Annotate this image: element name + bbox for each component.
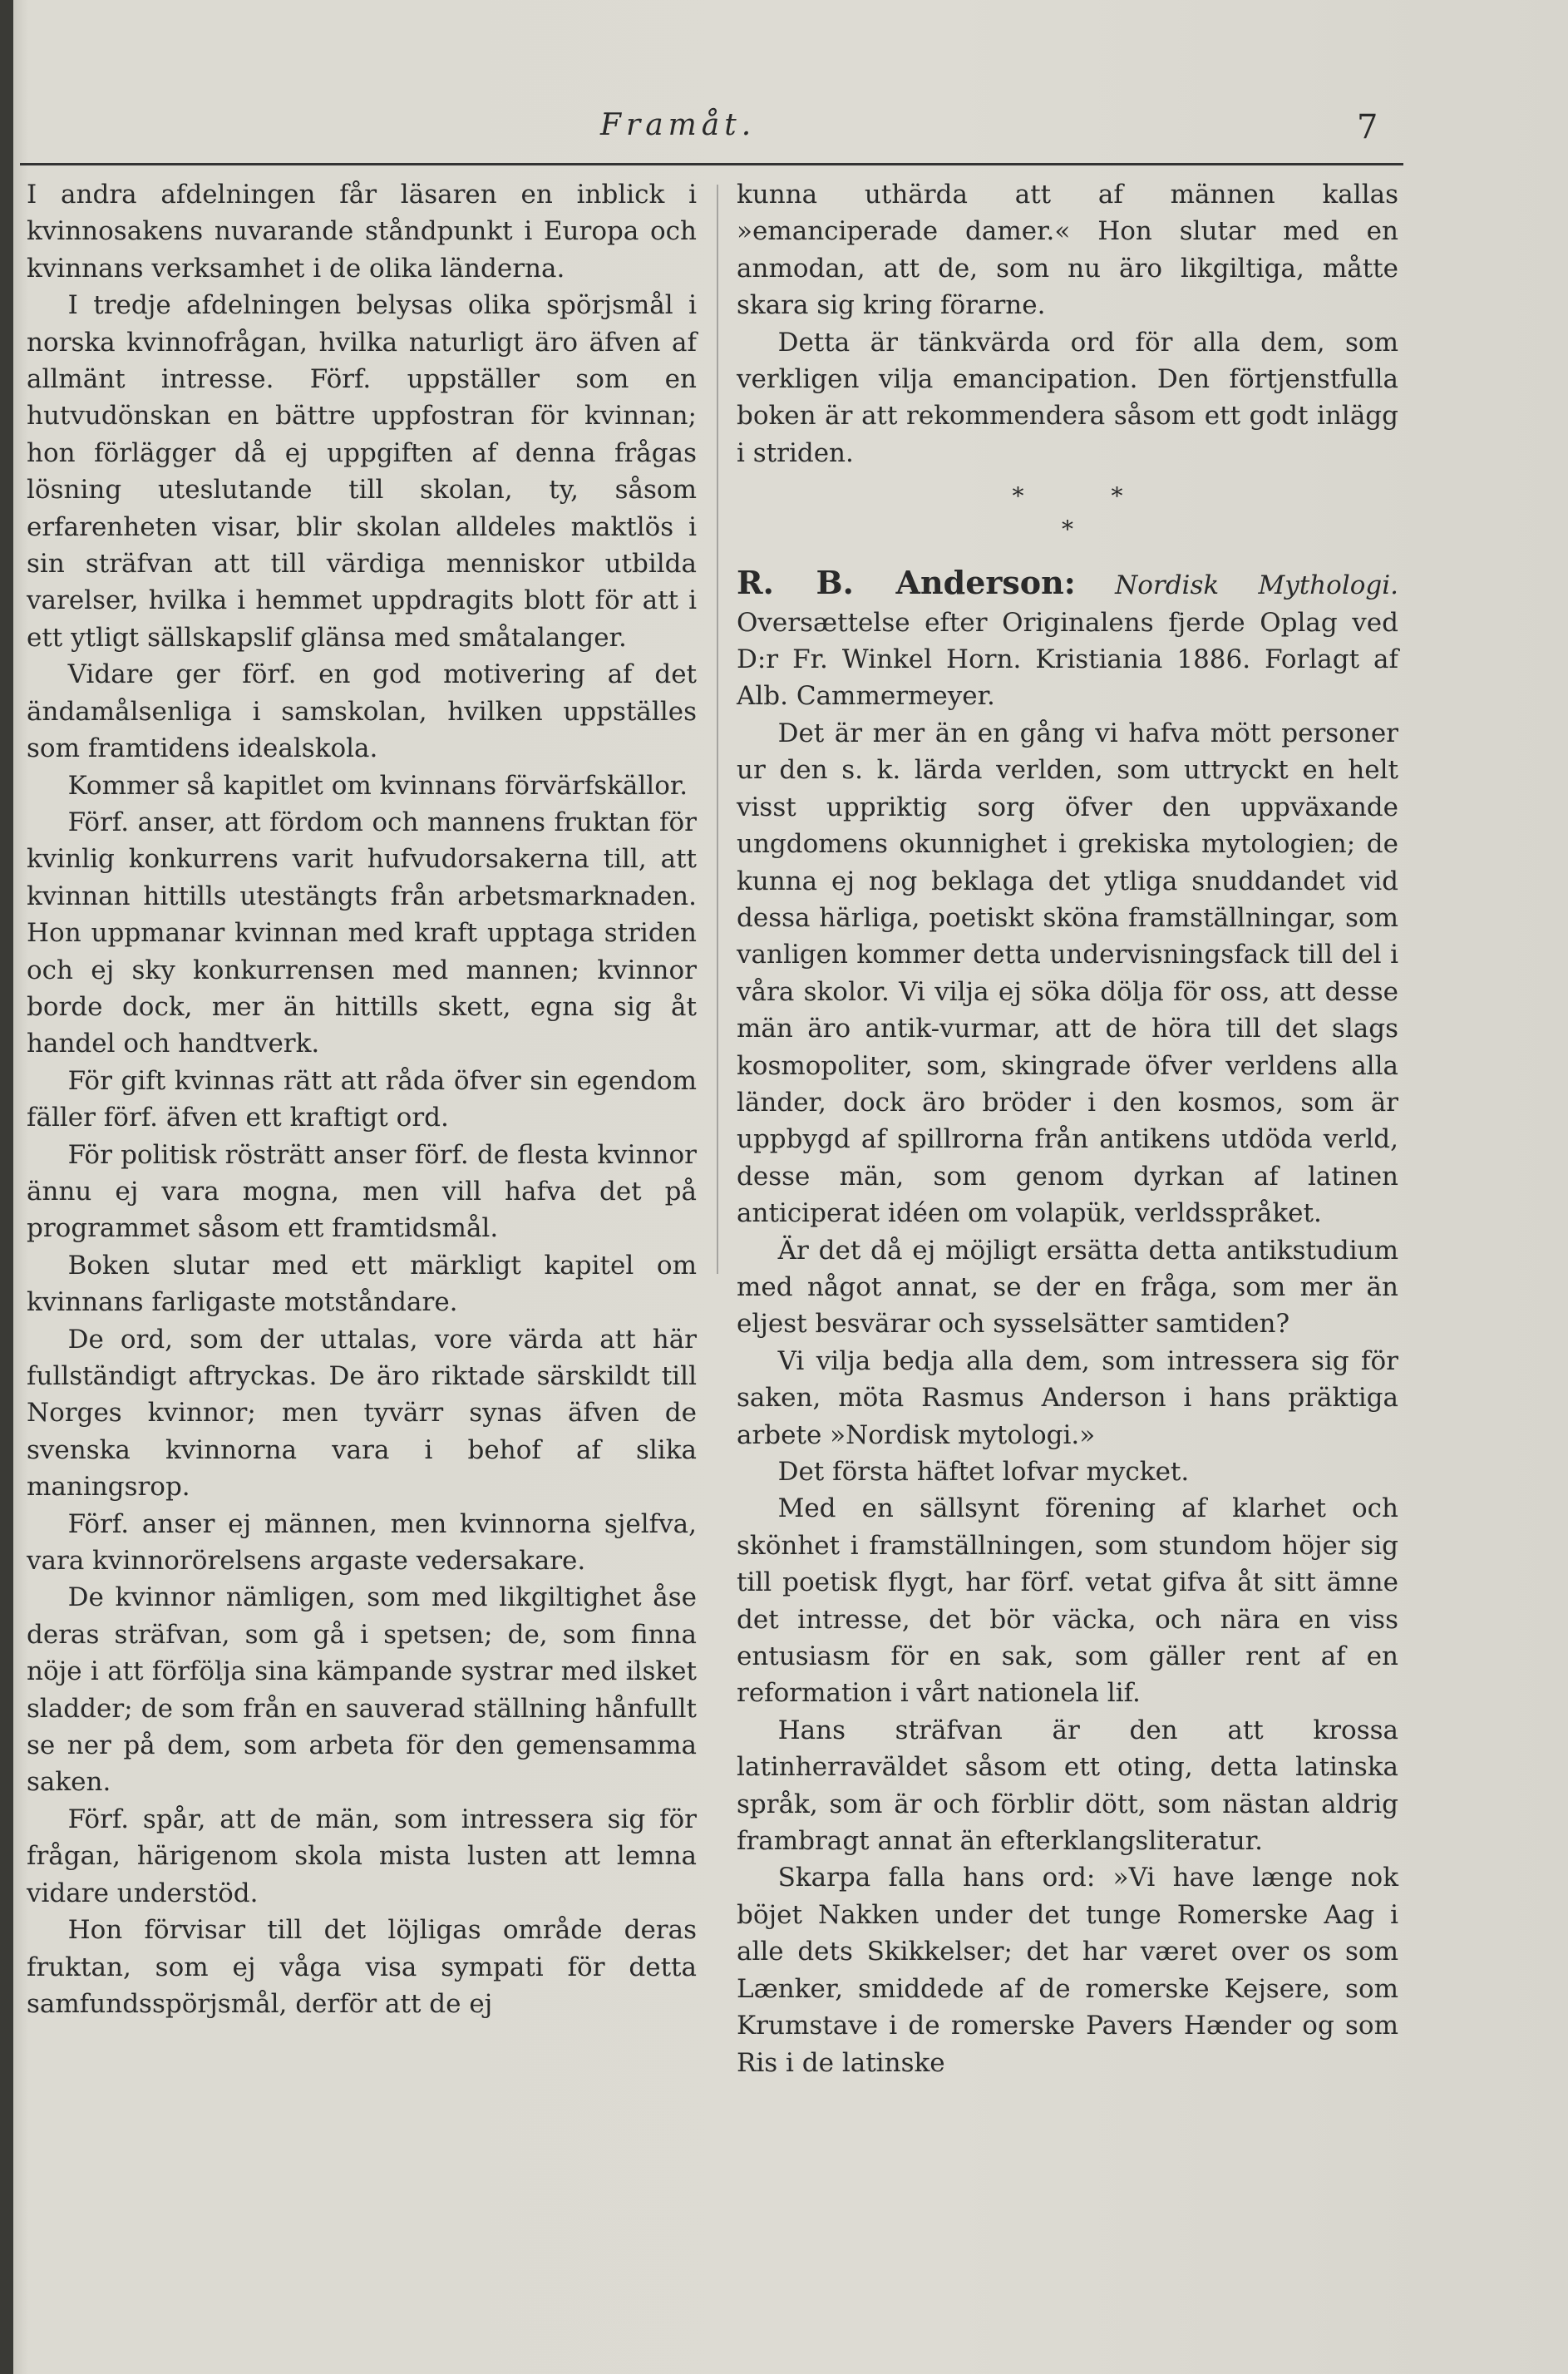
- page-number: 7: [1357, 108, 1378, 146]
- column-divider: [717, 185, 718, 1274]
- binding-edge: [0, 0, 13, 2374]
- section-separator: [737, 480, 1398, 546]
- paragraph: För politisk rösträtt anser förf. de flesta kvinnor ännu ej vara mogna, men vill hafva det på programmet såsom ett framtidsmål.: [27, 1139, 697, 1244]
- paragraph: Vidare ger förf. en god motivering af det ändamålsenliga i samskolan, hvilken uppställes som framtidens idealskola.: [27, 659, 697, 764]
- paragraph: Med en sällsynt förening af klarhet och skönhet i framställningen, som stundom höjer sig till poetisk flygt, har förf. vetat gifva åt sitt ämne det intresse, det bör väcka, och nära en viss entusiasm för en sak, som gäller rent af en reformation i vårt nationela lif.: [737, 1493, 1398, 1709]
- paragraph: Kommer så kapitlet om kvinnans förvärfskällor.: [67, 770, 688, 801]
- review-heading: [737, 565, 1398, 715]
- paragraph: I tredje afdelningen belysas olika spörjsmål i norska kvinnofrågan, hvilka naturligt äro äfven af allmänt intresse. Förf. uppställer som en hutvudönskan en bättre uppfostran för kvinnan; hon förlägger då ej uppgiften af denna frågas lösning uteslutande till skolan, ty, såsom erfarenheten visar, blir skolan alldeles maktlös i sin sträfvan att till värdiga menniskor utbilda varelser, hvilka i hemmet uppdragits blott för att i ett ytligt sällskapslif glänsa med småtalanger.: [27, 290, 697, 653]
- paragraph: Förf. spår, att de män, som intressera sig för frågan, härigenom skola mista lusten att lemna vidare understöd.: [27, 1804, 697, 1908]
- asterisk: *: [1062, 516, 1073, 544]
- paragraph: Boken slutar med ett märkligt kapitel om kvinnans farligaste motståndare.: [27, 1250, 697, 1318]
- paragraph: Förf. anser, att fördom och mannens fruktan för kvinlig konkurrens varit hufvudorsakerna till, att kvinnan hittills utestängts från arbetsmarknaden. Hon uppmanar kvinnan med kraft upptaga striden och ej sky konkurrensen med mannen; kvinnor borde dock, mer än hittills skett, egna sig åt handel och handtverk.: [27, 807, 697, 1059]
- continued-paragraph: kunna uthärda att af männen kallas »emanciperade damer.« Hon slutar med en anmodan, att de, som nu äro likgiltiga, måtte skara sig kring förarne.: [737, 180, 1398, 321]
- paragraph: Hon förvisar till det löjligas område deras fruktan, som ej våga visa sympati för detta samfundsspörjsmål, derför att de ej: [27, 1915, 697, 2019]
- paragraph: Förf. anser ej männen, men kvinnorna sjelfva, vara kvinnorörelsens argaste vedersakare.: [27, 1508, 697, 1577]
- paragraph: Vi vilja bedja alla dem, som intressera sig för saken, möta Rasmus Anderson i hans präktiga arbete »Nordisk mytologi.»: [737, 1345, 1398, 1450]
- review-author: R. B. Anderson:: [737, 564, 1076, 602]
- paragraph: De kvinnor nämligen, som med likgiltighet åse deras sträfvan, som gå i spetsen; de, som finna nöje i att förfölja sina kämpande systrar med ilsket sladder; de som från en sauverad ställning hånfullt se ner på dem, som arbeta för den gemensamma saken.: [27, 1582, 697, 1798]
- paragraph: Det är mer än en gång vi hafva mött personer ur den s. k. lärda verlden, som uttryckt en helt visst uppriktig sorg öfver den uppväxande ungdomens okunnighet i grekiska mytologien; de kunna ej nog beklaga det ytliga snuddandet vid dessa härliga, poetiskt sköna framställningar, som vanligen kommer detta undervisningsfack till del i våra skolor. Vi vilja ej söka dölja för oss, att desse män äro antik-vurmar, att de höra till det slags kosmopoliter, som, skingrade öfver verldens alla länder, dock äro bröder i den kosmos, som är uppbygd af spillrorna från antikens utdöda verld, desse män, som genom dyrkan af latinen anticiperat idéen om volapük, verldsspråket.: [737, 718, 1398, 1229]
- paragraph: För gift kvinnas rätt att råda öfver sin egendom fäller förf. äfven ett kraftigt ord.: [27, 1065, 697, 1133]
- page-header: [0, 98, 1568, 165]
- paragraph: Hans sträfvan är den att krossa latinherraväldet såsom ett oting, detta latinska språk, som är och förblir dött, som nästan aldrig frambragt annat än efterklangsliteratur.: [737, 1715, 1398, 1857]
- running-head: Framåt.: [600, 108, 757, 142]
- asterisk: *: [1111, 482, 1123, 511]
- review-book-title: Nordisk Mythologi.: [1115, 570, 1399, 601]
- closing-paragraph: Detta är tänkvärda ord för alla dem, som verkligen vilja emancipation. Den förtjenstfulla boken är att rekommendera såsom ett godt inlägg i striden.: [737, 327, 1398, 468]
- header-rule: [20, 163, 1403, 165]
- paragraph: Det första häftet lofvar mycket.: [777, 1457, 1190, 1487]
- paragraph: Skarpa falla hans ord: »Vi have længe nok böjet Nakken under det tunge Romerske Aag i alle dets Skikkelser; det har været over os som Lænker, smiddede af de romerske Kejsere, som Krumstave i de romerske Pavers Hænder og som Ris i de latinske: [737, 1863, 1398, 2078]
- paragraph: De ord, som der uttalas, vore värda att här fullständigt aftryckas. De äro riktade särskildt till Norges kvinnor; men tyvärr synas äfven de svenska kvinnorna vara i behof af slika maningsrop.: [27, 1324, 697, 1503]
- review-publication-details: Oversættelse efter Originalens fjerde Oplag ved D:r Fr. Winkel Horn. Kristiania 1886. Forlagt af Alb. Cammermeyer.: [737, 607, 1398, 712]
- asterisk: *: [1012, 482, 1024, 511]
- paragraph: Är det då ej möjligt ersätta detta antikstudium med något annat, se der en fråga, som mer än eljest besvärar och sysselsätter samtiden?: [737, 1235, 1398, 1340]
- left-column: [27, 176, 697, 2022]
- right-column: [737, 176, 1398, 2081]
- paragraph: I andra afdelningen får läsaren en inblick i kvinnosakens nuvarande ståndpunkt i Europa och kvinnans verksamhet i de olika länderna.: [27, 180, 697, 284]
